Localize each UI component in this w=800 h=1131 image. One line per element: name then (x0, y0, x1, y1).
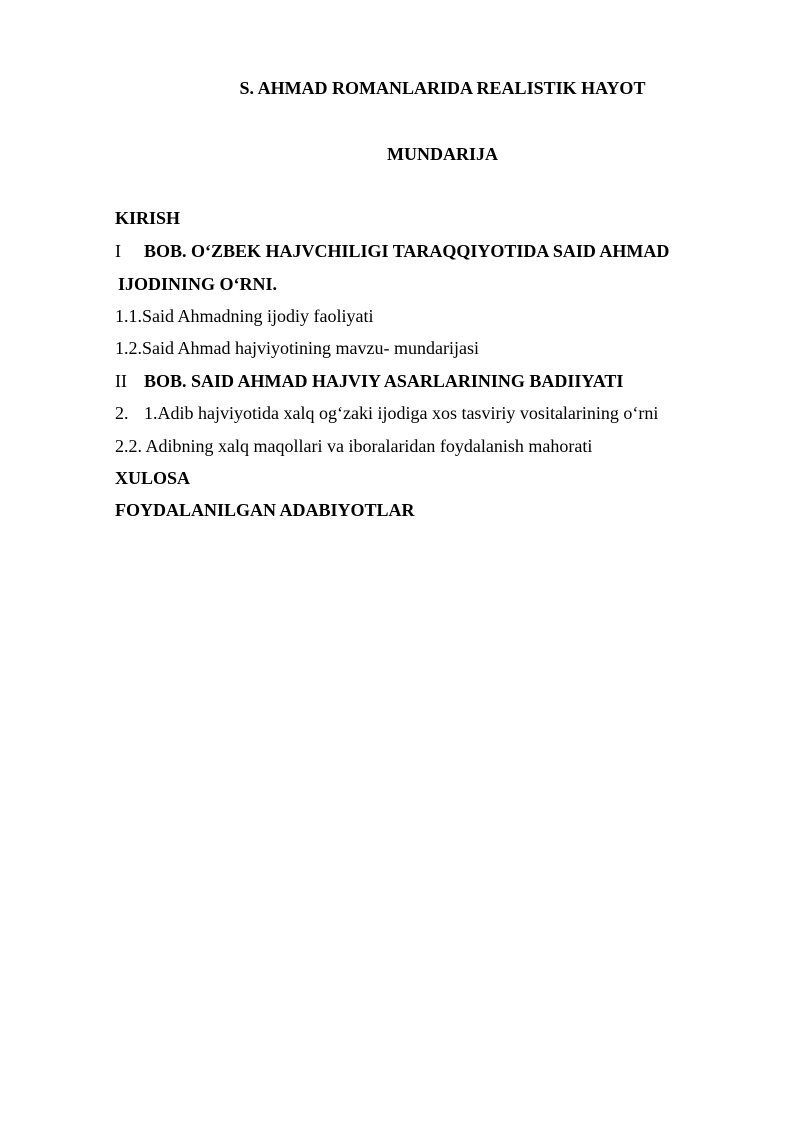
toc-item-conclusion: XULOSA (115, 468, 191, 488)
chapter-2-number: II (115, 371, 127, 391)
toc-item-references: FOYDALANILGAN ADABIYOTLAR (115, 500, 415, 520)
toc-item-section-2-2: 2.2. Adibning xalq maqollari va iboralaridan foydalanish mahorati (115, 436, 593, 456)
chapter-1-title: BOB. O‘ZBEK HAJVCHILIGI TARAQQIYOTIDA SAID AHMAD (144, 241, 670, 261)
section-2-1-number: 2. (115, 403, 129, 423)
toc-item-introduction: KIRISH (115, 208, 181, 228)
section-2-1-text: 1.Adib hajviyotida xalq og‘zaki ijodiga xos tasviriy vositalarining o‘rni (144, 403, 659, 423)
chapter-1-title-continuation: IJODINING O‘RNI. (118, 274, 278, 294)
chapter-2-title: BOB. SAID AHMAD HAJVIY ASARLARINING BADIIYATI (144, 371, 624, 391)
toc-item-section-1-1: 1.1.Said Ahmadning ijodiy faoliyati (115, 306, 374, 326)
chapter-1-number: I (115, 241, 121, 261)
document-title: S. AHMAD ROMANLARIDA REALISTIK HAYOT (239, 78, 646, 98)
toc-item-section-1-2: 1.2.Said Ahmad hajviyotining mavzu- mundarijasi (115, 338, 479, 358)
toc-title: MUNDARIJA (387, 144, 498, 164)
